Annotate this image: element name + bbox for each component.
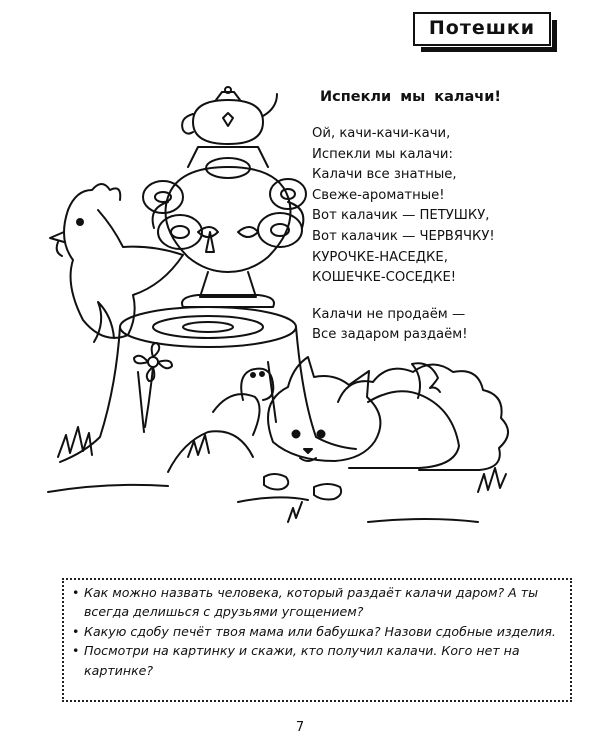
poem-line: Калачи все знатные, — [312, 167, 457, 183]
kalach-icon — [143, 158, 306, 249]
questions-box — [62, 578, 572, 702]
poem-line: Калачи не продаём — — [312, 306, 466, 322]
question-item: • Посмотри на картинку и скажи, кто получил калачи. Кого нет на картинке? — [72, 641, 560, 680]
poem-line: КУРОЧКЕ-НАСЕДКЕ, — [312, 249, 448, 265]
question-item: • Как можно назвать человека, который раздаёт калачи даром? А ты всегда делишься с друзьями угощением? — [72, 583, 560, 622]
poem-line: Вот калачик — ПЕТУШКУ, — [312, 208, 490, 224]
question-item: • Какую сдобу печёт твоя мама или бабушка? Назови сдобные изделия. — [72, 622, 560, 641]
page-number: 7 — [295, 720, 305, 735]
section-tag — [413, 12, 551, 46]
teapot-icon — [182, 87, 277, 144]
hen-icon — [50, 184, 183, 342]
section-label: Потешки — [428, 17, 536, 39]
poem-line: Ой, качи-качи-качи, — [312, 126, 451, 141]
poem-line: Вот калачик — ЧЕРВЯЧКУ! — [312, 228, 495, 244]
poem-title: Испекли мы калачи! — [320, 89, 502, 105]
poem-line: Испекли мы калачи: — [312, 146, 453, 162]
poem-line: КОШЕЧКЕ-СОСЕДКЕ! — [312, 270, 457, 286]
bush-outline — [338, 365, 508, 471]
kitten-icon — [264, 357, 459, 500]
coloring-illustration — [38, 82, 558, 552]
poem-line: Все задаром раздаём! — [312, 327, 468, 343]
poem-line: Свеже-ароматные! — [312, 187, 445, 203]
